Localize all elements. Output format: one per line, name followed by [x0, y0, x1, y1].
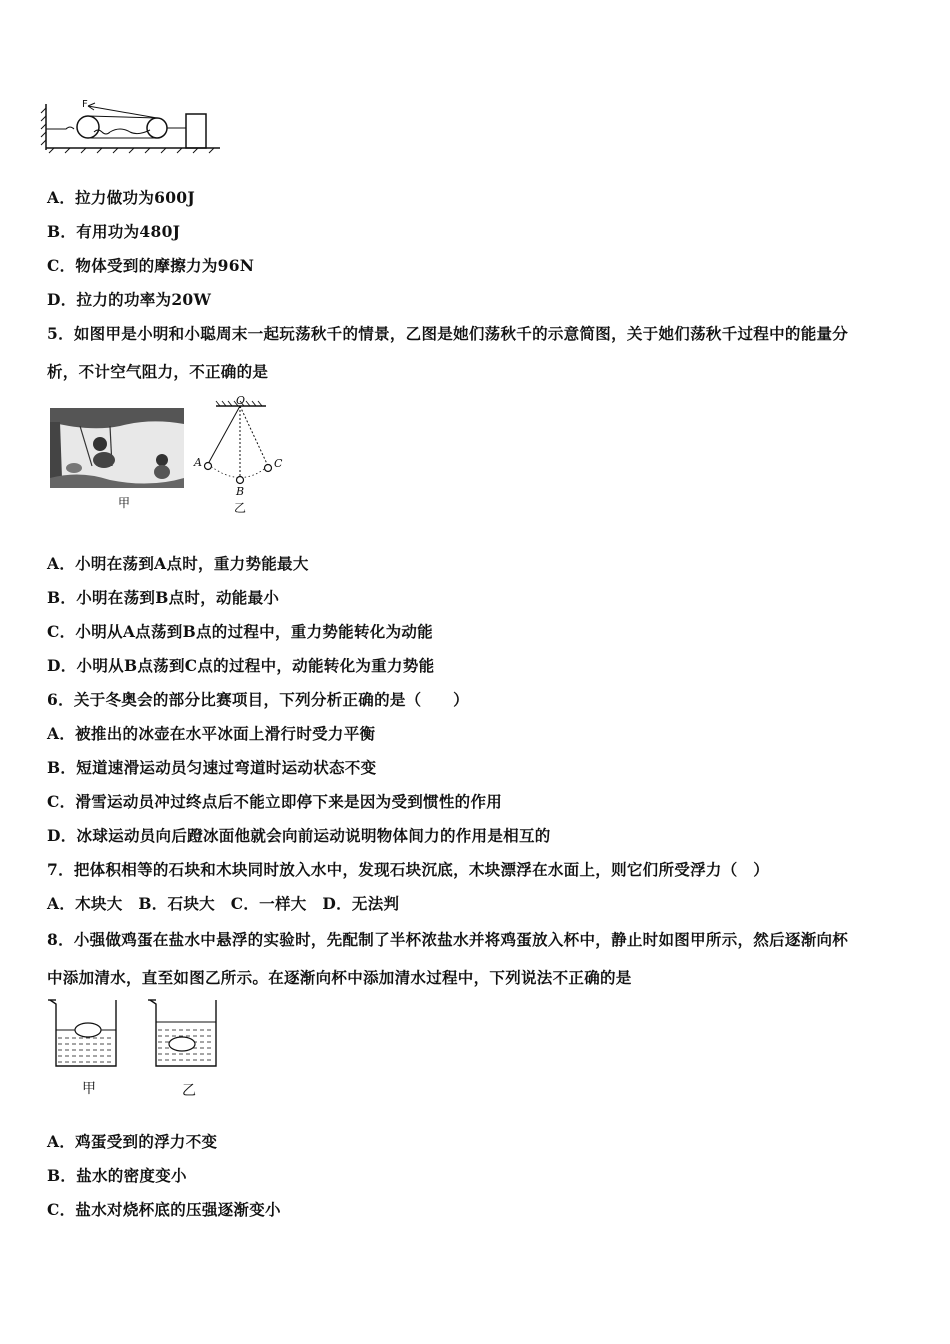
q8-option-a: A．鸡蛋受到的浮力不变 — [47, 1132, 218, 1151]
q6-option-a: A．被推出的冰壶在水平冰面上滑行时受力平衡 — [47, 724, 376, 743]
q5-stem-line1: 5．如图甲是小明和小聪周末一起玩荡秋千的情景，乙图是她们荡秋千的示意简图，关于她们荡秋千过程中的能量分 — [47, 324, 849, 343]
q5-caption-jia: 甲 — [118, 496, 131, 510]
q7-options: A．木块大 B．石块大 C．一样大 D．无法判 — [47, 894, 400, 913]
q7-stem: 7．把体积相等的石块和木块同时放入水中，发现石块沉底，木块漂浮在水面上，则它们所受浮力（ ） — [47, 860, 770, 879]
force-label: F — [82, 99, 88, 110]
q6-option-c: C．滑雪运动员冲过终点后不能立即停下来是因为受到惯性的作用 — [47, 792, 503, 811]
point-c-label: C — [274, 457, 283, 470]
q8-caption-yi: 乙 — [182, 1083, 196, 1099]
q8-stem-line2: 中添加清水，直至如图乙所示。在逐渐向杯中添加清水过程中，下列说法不正确的是 — [47, 968, 632, 987]
pulley-figure — [40, 96, 230, 156]
q6-option-b: B．短道速滑运动员匀速过弯道时运动状态不变 — [47, 758, 377, 777]
q5-option-b: B．小明在荡到B点时，动能最小 — [47, 588, 280, 607]
q8-option-b: B．盐水的密度变小 — [47, 1166, 187, 1185]
q8-caption-jia: 甲 — [82, 1081, 96, 1097]
q4-option-a: A．拉力做功为600J — [47, 188, 196, 207]
q5-caption-yi: 乙 — [234, 501, 247, 515]
q5-stem-line2: 析，不计空气阻力，不正确的是 — [47, 362, 269, 381]
q6-option-d: D．冰球运动员向后蹬冰面他就会向前运动说明物体间力的作用是相互的 — [47, 826, 551, 845]
swing-photo — [50, 408, 184, 488]
q8-option-c: C．盐水对烧杯底的压强逐渐变小 — [47, 1200, 281, 1219]
beaker-jia — [44, 996, 124, 1070]
q4-option-c: C．物体受到的摩擦力为96N — [47, 256, 255, 275]
point-o-label: O — [236, 394, 246, 407]
q4-option-b: B．有用功为480J — [47, 222, 181, 241]
pendulum-diagram — [186, 394, 296, 518]
q4-option-d: D．拉力的功率为20W — [47, 290, 212, 309]
q5-option-a: A．小明在荡到A点时，重力势能最大 — [47, 554, 309, 573]
q8-stem-line1: 8．小强做鸡蛋在盐水中悬浮的实验时，先配制了半杯浓盐水并将鸡蛋放入杯中，静止时如图甲所示，然后逐渐向杯 — [47, 930, 849, 949]
q6-stem: 6．关于冬奥会的部分比赛项目，下列分析正确的是（ ） — [47, 690, 469, 709]
beaker-yi — [144, 996, 224, 1070]
point-a-label: A — [194, 456, 202, 469]
q5-option-d: D．小明从B点荡到C点的过程中，动能转化为重力势能 — [47, 656, 435, 675]
q5-option-c: C．小明从A点荡到B点的过程中，重力势能转化为动能 — [47, 622, 433, 641]
point-b-label: B — [236, 485, 245, 498]
